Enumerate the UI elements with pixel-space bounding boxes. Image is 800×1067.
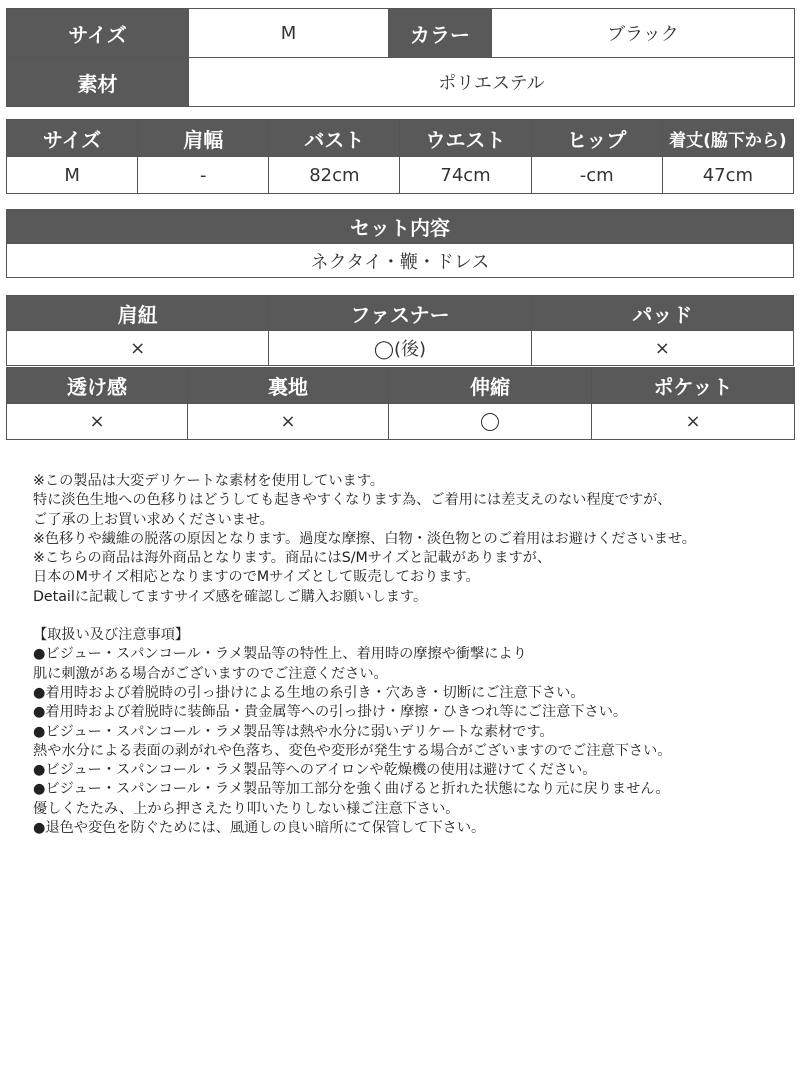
set-contents-label: セット内容 <box>7 210 794 244</box>
features-table-2 <box>6 367 795 440</box>
care-line: ●退色や変色を防ぐためには、風通しの良い暗所にて保管して下さい。 <box>33 820 486 837</box>
set-contents-table <box>6 209 794 278</box>
color-label: カラー <box>389 9 492 58</box>
material-label: 素材 <box>7 58 189 107</box>
care-line: ●ビジュー・スパンコール・ラメ製品等加工部分を強く曲げると折れた状態になり元に戻りません。 <box>33 781 670 798</box>
set-contents-value: ネクタイ・鞭・ドレス <box>7 244 794 278</box>
measure-header-length: 着丈(脇下から) <box>662 120 793 157</box>
care-line: ●着用時および着脱時に装飾品・貴金属等への引っ掛け・摩擦・ひきつれ等にご注意下さい。 <box>33 704 628 721</box>
measurements-table <box>6 119 794 194</box>
feature-header-zipper: ファスナー <box>269 296 531 331</box>
feature-header-pocket: ポケット <box>592 368 795 404</box>
measure-header-size: サイズ <box>7 120 138 157</box>
measure-value-length: 47cm <box>662 157 793 194</box>
circle-mark-icon <box>481 413 499 431</box>
note-line: 特に淡色生地への色移りはどうしても起きやすくなります為、ご着用には差支えのない程度ですが、 <box>33 492 672 509</box>
note-line: ※この製品は大変デリケートな素材を使用しています。 <box>33 473 384 489</box>
feature-value-strap: × <box>7 331 269 366</box>
color-value: ブラック <box>492 9 795 58</box>
feature-header-strap: 肩紐 <box>7 296 269 331</box>
measurements-header-row <box>7 120 794 157</box>
feature-header-lining: 裏地 <box>188 368 389 404</box>
measure-value-size: M <box>7 157 138 194</box>
care-line: ●着用時および着脱時の引っ掛けによる生地の糸引き・穴あき・切断にご注意下さい。 <box>33 684 585 701</box>
feature-value-pocket: × <box>592 404 795 440</box>
care-line: ●ビジュー・スパンコール・ラメ製品等の特性上、着用時の摩擦や衝撃により <box>33 646 527 663</box>
material-value: ポリエステル <box>189 58 795 107</box>
note-line: 日本のMサイズ相応となりますのでMサイズとして販売しております。 <box>33 569 480 586</box>
feature-value-lining: × <box>188 404 389 440</box>
basic-info-table <box>6 8 795 107</box>
measure-header-bust: バスト <box>269 120 400 157</box>
measure-value-shoulder: - <box>138 157 269 194</box>
measure-value-bust: 82cm <box>269 157 400 194</box>
note-line: ※こちらの商品は海外商品となります。商品にはS/Mサイズと記載がありますが、 <box>33 550 552 567</box>
measure-value-waist: 74cm <box>400 157 531 194</box>
measure-value-hip: -cm <box>531 157 662 194</box>
care-line: ●ビジュー・スパンコール・ラメ製品等へのアイロンや乾燥機の使用は避けてください。 <box>33 762 597 779</box>
care-line: 肌に刺激がある場合がございますのでご注意ください。 <box>33 665 388 682</box>
feature-value-zipper: ◯(後) <box>269 331 531 366</box>
care-heading: 【取扱い及び注意事項】 <box>33 627 190 644</box>
note-line: ご了承の上お買い求めくださいませ。 <box>33 511 274 528</box>
measure-header-shoulder: 肩幅 <box>138 120 269 157</box>
measurements-value-row <box>7 157 794 194</box>
note-line: Detailに記載してますサイズ感を確認しご購入お願いします。 <box>33 588 428 605</box>
care-line: 熱や水分による表面の剥がれや色落ち、変色や変形が発生する場合がございますのでご注意下さい。 <box>33 742 672 759</box>
feature-value-stretch <box>389 404 592 440</box>
measure-header-waist: ウエスト <box>400 120 531 157</box>
notes-spacer <box>33 607 793 626</box>
size-value: M <box>189 9 389 58</box>
care-line: 優しくたたみ、上から押さえたり叩いたりしない様ご注意下さい。 <box>33 800 460 817</box>
size-label: サイズ <box>7 9 189 58</box>
feature-header-pad: パッド <box>531 296 793 331</box>
feature-value-pad: × <box>531 331 793 366</box>
measure-header-hip: ヒップ <box>531 120 662 157</box>
care-line: ●ビジュー・スパンコール・ラメ製品等は熱や水分に弱いデリケートな素材です。 <box>33 723 554 740</box>
product-notes <box>33 472 793 838</box>
note-line: ※色移りや繊維の脱落の原因となります。過度な摩擦、白物・淡色物とのご着用はお避けくださいませ。 <box>33 530 696 547</box>
features-table-1 <box>6 295 794 366</box>
feature-header-sheer: 透け感 <box>7 368 188 404</box>
feature-value-sheer: × <box>7 404 188 440</box>
feature-header-stretch: 伸縮 <box>389 368 592 404</box>
